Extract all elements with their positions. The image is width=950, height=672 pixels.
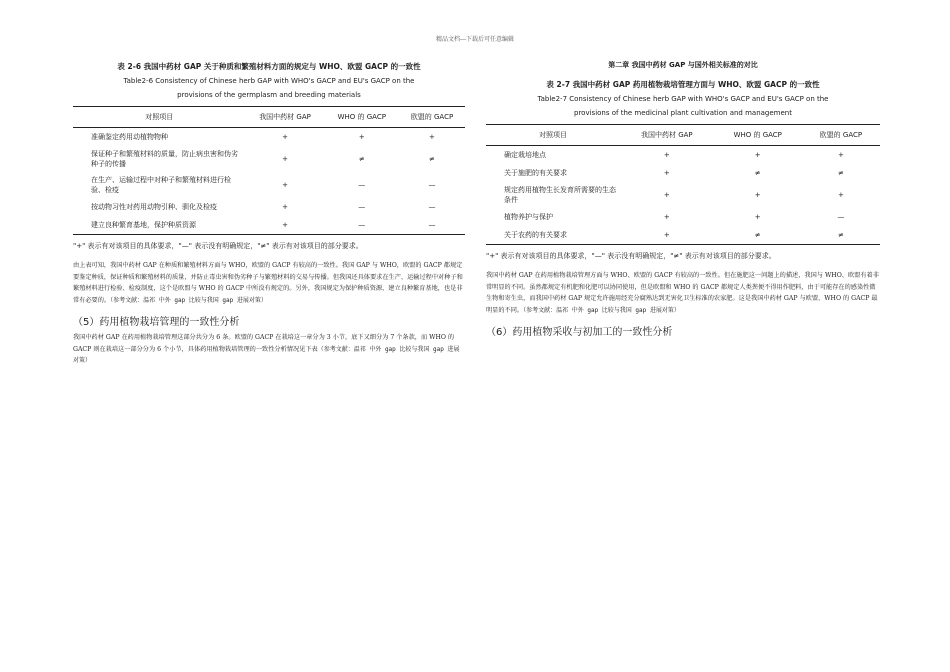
table-header-item: 对照项目: [73, 107, 245, 128]
table-2-6: [73, 106, 465, 235]
table-row: [486, 208, 880, 226]
cell-who: ≠: [754, 169, 761, 177]
table-row: [73, 146, 465, 172]
table-header-eu-gacp: 欧盟的 GACP: [399, 107, 465, 128]
table-row: [486, 182, 880, 208]
row-item: 准确鉴定药用动植物物种: [91, 133, 168, 141]
table-2-7: [486, 124, 880, 245]
cell-eu: +: [429, 133, 435, 141]
reference: （参考文献：温祁 中外 gap 比较与我国 gap 进展对策）: [523, 306, 680, 314]
paragraph-cultivation: [73, 332, 465, 367]
row-item: 建立良种繁育基地，保护种质资源: [91, 221, 196, 229]
cell-who: +: [358, 133, 365, 141]
cell-eu: —: [428, 203, 436, 211]
table-row: [73, 216, 465, 235]
table-header-item: 对照项目: [486, 125, 620, 146]
cell-eu: +: [837, 151, 844, 159]
row-item: 保证种子和繁殖材料的质量，防止病虫害和伪劣种子的传播: [91, 150, 238, 168]
cell-cn: +: [663, 191, 670, 199]
table-2-6-caption-en1: Table2-6 Consistency of Chinese herb GAP with WHO's GACP and EU's GACP on the: [123, 77, 415, 85]
table-header-cn-gap: 我国中药材 GAP: [245, 107, 324, 128]
page-header: 精品文档---下载后可任意编辑: [435, 36, 515, 43]
section-5-heading: （5）药用植物栽培管理的一致性分析: [73, 317, 240, 328]
reference: （参考文献：温祁 中外 gap 比较与我国 gap 进展对策）: [110, 296, 267, 304]
table-header-who-gacp: WHO 的 GACP: [325, 107, 399, 128]
table-2-7-caption-en2: provisions of the medicinal plant cultivation and management: [574, 109, 792, 117]
cell-eu: +: [837, 191, 844, 199]
paragraph-text: 我国中药材 GAP 在药用植物栽培管理方面与 WHO、欧盟的 GACP 有较高的一致性。但在施肥这一问题上的描述，我国与 WHO、欧盟有着非常明显的不同。虽然都规定有机肥和化肥可以协同使用，但是欧盟和 WHO 的 GACP 都规定人类粪便不得用作肥料，由于可能存在的感染性微生物和寄生虫，而我国中药材 GAP 规定允许施用经充分腐熟达到无害化卫生标准的农家肥。这是我国中药材 GAP 与欧盟、WHO 的 GACP 最明显的不同。: [486, 272, 879, 314]
cell-who: —: [358, 203, 366, 211]
cell-who: +: [754, 191, 761, 199]
cell-cn: +: [663, 213, 670, 221]
cell-eu: —: [428, 181, 436, 189]
cell-cn: +: [282, 181, 288, 189]
cell-cn: +: [663, 231, 670, 239]
row-item: 按动物习性对药用动物引种、驯化及检疫: [91, 203, 217, 211]
paragraph-fertilizer: [486, 270, 880, 316]
table-row: [73, 128, 465, 147]
cell-who: —: [358, 181, 366, 189]
paragraph-text: 我国中药材 GAP 在药用植物栽培管理这部分共分为 6 条。欧盟的 GACP 在栽培这一章分为 3 小节，底下又细分为 7 个条款，而 WHO 的 GACP 则在栽培这一部分分为 6 个小节，具体药用植物栽培管理的一致性分析情况见下表: [73, 334, 455, 353]
cell-cn: +: [282, 221, 288, 229]
row-item: 关于农药的有关要求: [504, 231, 567, 239]
cell-who: ≠: [754, 231, 761, 239]
chapter-heading: 第二章 我国中药材 GAP 与国外相关标准的对比: [608, 61, 758, 69]
table-row: [486, 146, 880, 165]
cell-cn: +: [663, 151, 670, 159]
table-header-cn-gap: 我国中药材 GAP: [620, 125, 714, 146]
paragraph-text: 由上表可知，我国中药材 GAP 在种质和繁殖材料方面与 WHO，欧盟的 GACP 有较高的一致性。我国 GAP 与 WHO，欧盟的 GACP 都规定要鉴定种质，保证种质和繁殖材料的质量，并防止毒虫害和伪劣种子与繁殖材料的交易与传播。但我国还具体要求在生产、运输过程中对种子和繁殖材料进行检验、检疫制度，这个是欧盟与 WHO 的 GACP 中所没有规定的。另外，我国规定为保护种质资源，建立良种繁育基地，也是非常有必要的。: [73, 262, 463, 304]
table-header-who-gacp: WHO 的 GACP: [714, 125, 802, 146]
table-2-7-note: "+" 表示有对该项目的具体要求，"—" 表示没有明确规定，"≠" 表示有对该项目的部分要求。: [486, 252, 776, 260]
cell-cn: +: [282, 155, 288, 163]
cell-who: ≠: [358, 155, 365, 163]
table-2-7-caption-en1: Table2-7 Consistency of Chinese herb GAP with WHO's GACP and EU's GACP on the: [537, 95, 829, 103]
row-item: 规定药用植物生长发育所需要的生态条件: [504, 186, 616, 204]
cell-who: +: [754, 151, 761, 159]
cell-who: —: [358, 221, 366, 229]
row-item: 植物养护与保护: [504, 213, 553, 221]
cell-who: +: [754, 213, 761, 221]
cell-eu: —: [428, 221, 436, 229]
cell-eu: —: [837, 213, 845, 221]
cell-eu: ≠: [429, 155, 435, 163]
cell-cn: +: [663, 169, 670, 177]
table-2-6-caption-en2: provisions of the germplasm and breeding materials: [177, 91, 361, 99]
table-row: [73, 172, 465, 198]
reference: （参考文献：温祁 中外 gap 比较与我国 gap 进展对策）: [73, 345, 460, 364]
table-2-6-caption: 表 2-6 我国中药材 GAP 关于种质和繁殖材料方面的规定与 WHO、欧盟 GACP 的一致性: [117, 62, 421, 71]
table-row: [486, 226, 880, 245]
row-item: 关于施肥的有关要求: [504, 169, 567, 177]
table-row: [73, 198, 465, 216]
right-column: [486, 60, 880, 342]
row-item: 确定栽培地点: [504, 151, 546, 159]
section-6-heading: （6）药用植物采收与初加工的一致性分析: [486, 327, 673, 338]
cell-eu: ≠: [837, 169, 844, 177]
cell-cn: +: [282, 203, 288, 211]
table-header-eu-gacp: 欧盟的 GACP: [802, 125, 880, 146]
table-2-7-caption: 表 2-7 我国中药材 GAP 药用植物栽培管理方面与 WHO、欧盟 GACP 的一致性: [546, 80, 820, 89]
paragraph-germplasm: [73, 260, 465, 306]
left-column: [73, 60, 465, 367]
cell-eu: ≠: [837, 231, 844, 239]
table-2-6-note: "+" 表示有对该项目的具体要求，"—" 表示没有明确规定，"≠" 表示有对该项目的部分要求。: [73, 242, 363, 250]
cell-cn: +: [282, 133, 288, 141]
table-row: [486, 164, 880, 182]
row-item: 在生产、运输过程中对种子和繁殖材料进行检验、检疫: [91, 176, 231, 194]
